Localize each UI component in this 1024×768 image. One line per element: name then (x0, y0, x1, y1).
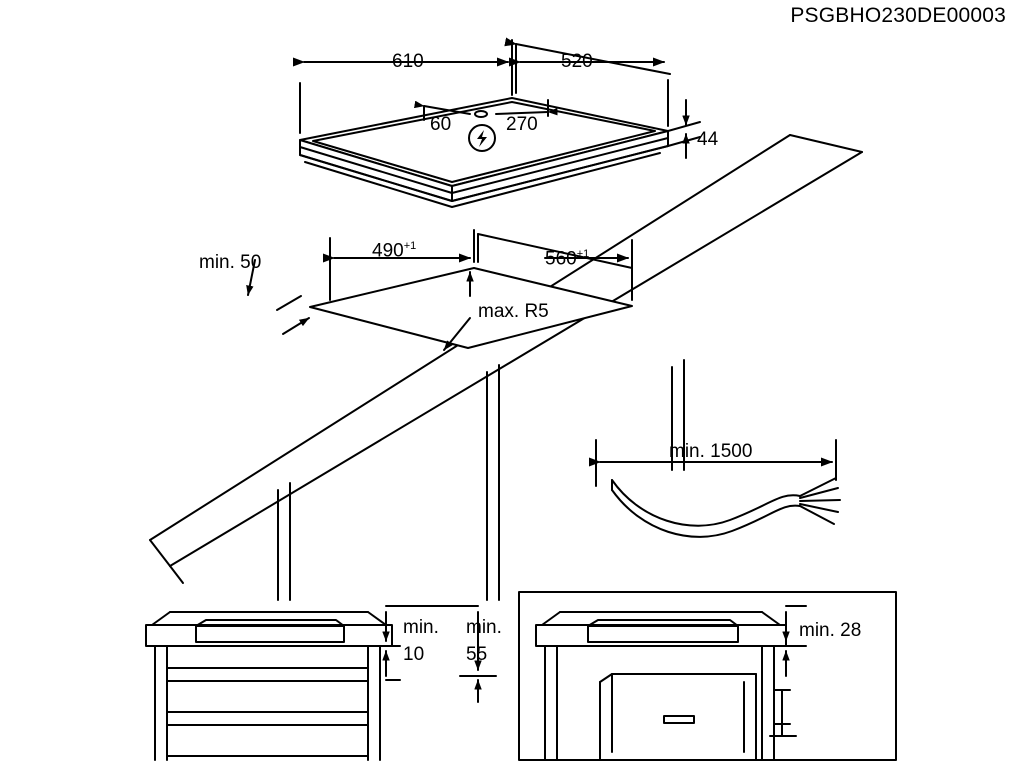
label-cutout-depth-value: 490 (372, 240, 404, 262)
label-hob-height: 44 (697, 129, 719, 150)
hob-body (300, 98, 668, 207)
label-cutout-width-value: 560 (545, 248, 577, 270)
label-offset-270: 270 (506, 114, 538, 135)
label-detail-right-min: min. 28 (799, 620, 862, 641)
label-hob-depth: 520 (561, 51, 593, 72)
worktop-supports (278, 360, 684, 600)
label-cutout-depth (372, 241, 416, 260)
label-min-50: min. 50 (199, 252, 262, 273)
label-detail-left-min-a: min. (403, 617, 439, 638)
detail-right-oven (519, 592, 896, 760)
document-code: PSGBHO230DE00003 (790, 4, 1006, 27)
label-detail-left-min-b: min. (466, 617, 502, 638)
label-cutout-width-tol: +1 (576, 248, 590, 260)
label-cutout-width (545, 249, 589, 268)
label-detail-left-min-b-val: 55 (466, 644, 488, 665)
dimension-hob-height (668, 100, 700, 158)
detail-left-drawer (146, 612, 392, 760)
label-max-r5: max. R5 (478, 301, 549, 322)
label-cable-length: min. 1500 (669, 441, 753, 462)
power-cable (612, 478, 840, 537)
worktop (150, 135, 862, 583)
label-hob-width: 610 (392, 51, 424, 72)
label-detail-left-min-a-val: 10 (403, 644, 425, 665)
label-offset-60: 60 (430, 114, 452, 135)
label-cutout-depth-tol: +1 (403, 240, 417, 252)
